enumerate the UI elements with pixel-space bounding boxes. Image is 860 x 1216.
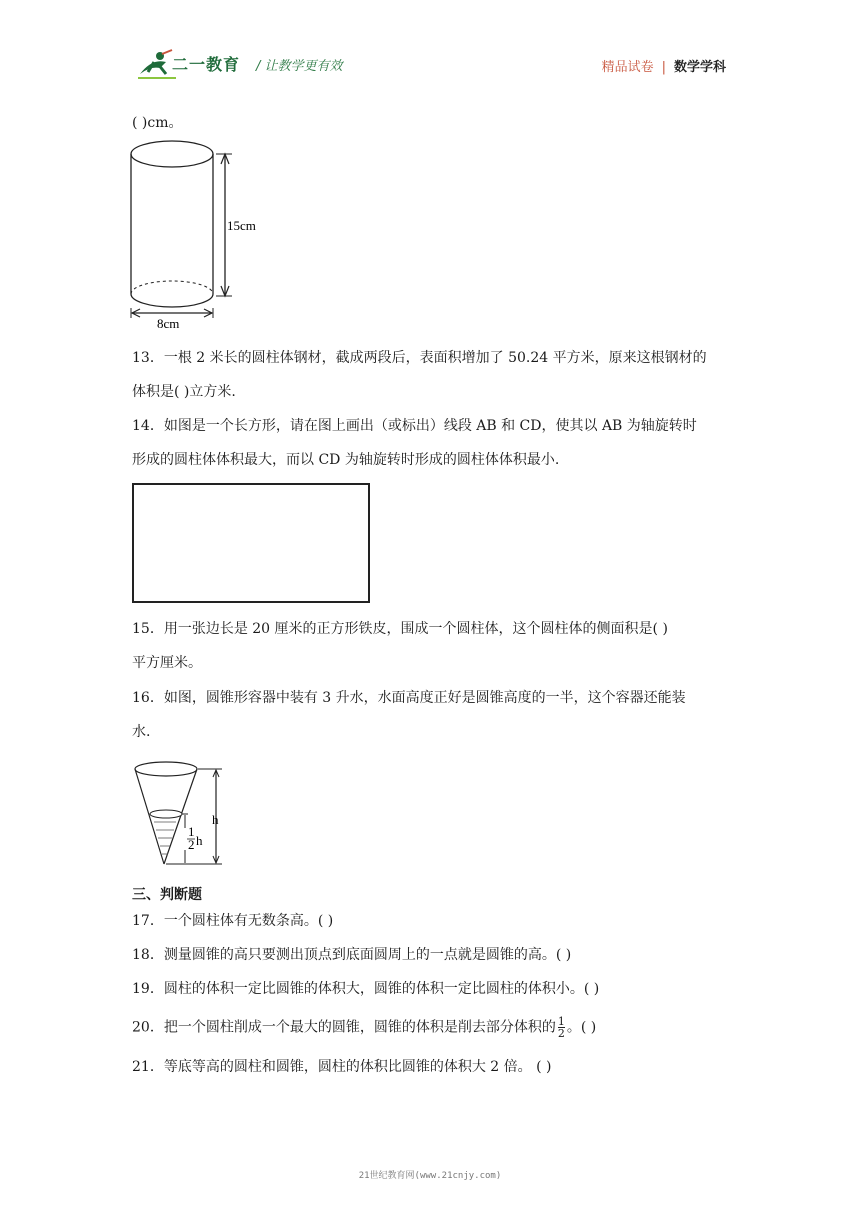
q20-tail: 。( ) [566,1019,597,1036]
cone-height-label: h [212,812,219,827]
q20-fraction [558,1016,565,1039]
rectangle-figure[interactable] [132,483,370,603]
cone-half-denominator: 2 [188,837,195,852]
q18-line: 18．测量圆锥的高只要测出顶点到底面圆周上的一点就是圆锥的高。( ) [132,947,572,963]
q21-line: 21．等底等高的圆柱和圆锥，圆柱的体积比圆锥的体积大 2 倍。 ( ) [132,1059,552,1075]
q14-line1: 14．如图是一个长方形，请在图上画出（或标出）线段 AB 和 CD，使其以 AB 为轴旋转时 [132,418,697,434]
q12-answer-line: ( )cm。 [132,115,183,131]
q17-line: 17．一个圆柱体有无数条高。( ) [132,913,334,929]
header-subject [602,56,726,75]
q20-text: 20．把一个圆柱削成一个最大的圆锥，圆锥的体积是削去部分体积的 [132,1019,556,1036]
cylinder-height-label: 15cm [227,218,256,233]
cylinder-figure [124,136,274,332]
q19-line: 19．圆柱的体积一定比圆锥的体积大，圆锥的体积一定比圆柱的体积小。( ) [132,981,600,997]
q13-line2: 体积是( )立方米. [132,384,236,400]
cylinder-width-label: 8cm [157,316,180,331]
header-tag-subject: 数学学科 [673,60,726,75]
brand-slogan: / 让教学更有效 [256,59,343,74]
header-tag-quality: 精品试卷 [601,60,654,75]
header-separator: | [661,60,666,75]
q16-line1: 16．如图，圆锥形容器中装有 3 升水，水面高度正好是圆锥高度的一半，这个容器还能装 [132,690,686,706]
q20-fraction-numerator: 1 [557,1015,565,1028]
q20-line [132,1016,596,1039]
page-footer: 21世纪教育网(www.21cnjy.com) [358,1171,502,1181]
q15-line2: 平方厘米。 [132,655,202,671]
cone-half-h-label: h [196,833,203,848]
section-judgement-title: 三、判断题 [132,887,202,903]
brand-name: 二一教育 [172,55,241,74]
q16-line2: 水. [132,724,151,740]
q15-line1: 15．用一张边长是 20 厘米的正方形铁皮，围成一个圆柱体，这个圆柱体的侧面积是( ) [132,621,668,637]
cone-half-numerator: 1 [188,824,195,839]
q14-line2: 形成的圆柱体体积最大，而以 CD 为轴旋转时形成的圆柱体体积最小. [132,452,560,468]
q20-fraction-denominator: 2 [557,1027,565,1040]
cone-figure [126,756,236,868]
q13-line1: 13．一根 2 米长的圆柱体钢材，截成两段后，表面积增加了 50.24 平方米，原来这根钢材的 [132,350,707,366]
